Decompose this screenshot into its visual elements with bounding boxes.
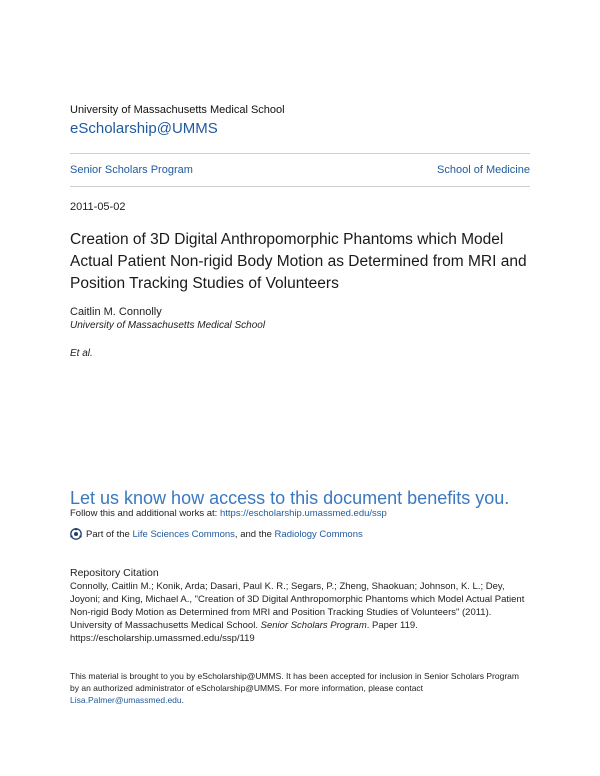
follow-url-link[interactable]: https://escholarship.umassmed.edu/ssp [219,508,387,519]
program-link[interactable]: Senior Scholars Program [70,164,193,176]
repository-link[interactable]: eScholarship@UMMS [70,120,218,137]
publication-date: 2011-05-02 [70,201,126,213]
citation-heading: Repository Citation [70,567,159,579]
contact-email-link[interactable]: Lisa.Palmer@umassmed.edu [70,695,182,705]
radiology-commons-link[interactable]: Radiology Commons [274,528,363,540]
author-affiliation: University of Massachusetts Medical School [70,320,266,331]
citation-text [70,580,530,645]
follow-prefix: Follow this and additional works at: [70,508,220,519]
network-icon [70,528,82,540]
citation-url: https://escholarship.umassmed.edu/ssp/119 [70,633,255,644]
footer-note [70,670,530,706]
author-name: Caitlin M. Connolly [70,306,162,318]
institution-name: University of Massachusetts Medical School [70,104,285,116]
feedback-link[interactable]: Let us know how access to this document benefits you. [70,488,510,508]
citation-part1: Connolly, Caitlin M.; Konik, Arda; Dasari, Paul K. R.; Segars, P.; Zheng, Shaokuan; Johnson, K. L.; Dey, Joyoni; and King, Michael A., "Creation of 3D Digital Anthropomorphic Phantoms which Model Actual Patient Non-rigid Body Motion as Determined from MRI and Position Tracking Studies of Volunteers" (2011). University of Massachusetts Medical School. [70,581,525,631]
school-link[interactable]: School of Medicine [437,164,530,176]
divider-top [70,153,530,154]
et-al: Et al. [70,348,93,359]
follow-line [70,508,387,519]
document-title: Creation of 3D Digital Anthropomorphic Phantoms which Model Actual Patient Non-rigid Body Motion as Determined from MRI and Position Tracking Studies of Volunteers [70,231,527,292]
commons-prefix: Part of the [86,528,133,540]
commons-middle: , and the [234,528,275,540]
footer-text: This material is brought to you by eScholarship@UMMS. It has been accepted for inclusion in Senior Scholars Program by an authorized administrator of eScholarship@UMMS. For more information, please contact [70,671,519,693]
citation-series: Senior Scholars Program [260,620,367,631]
commons-line [70,528,363,540]
footer-end: . [181,695,184,705]
life-sciences-commons-link[interactable]: Life Sciences Commons [132,528,235,540]
divider-bottom [70,186,530,187]
citation-part2: . Paper 119. [366,620,418,631]
